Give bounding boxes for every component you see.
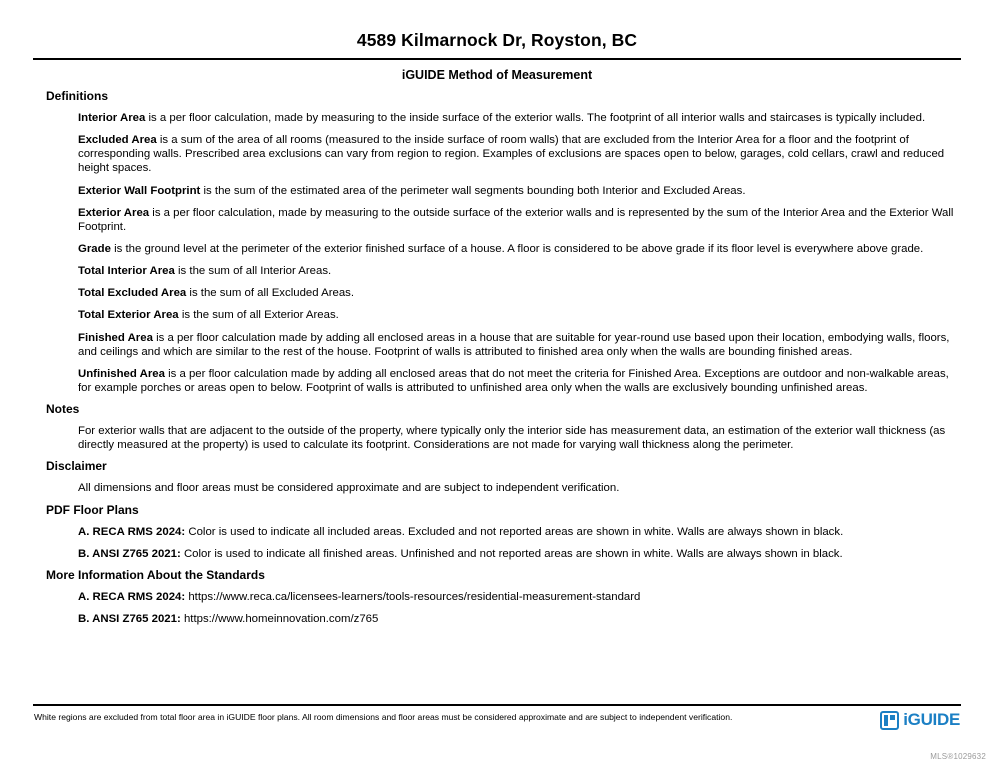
section-heading-notes: Notes (46, 402, 80, 417)
standard-text: Color is used to indicate all finished areas. Unfinished and not reported areas are shown in white. Walls are always shown in black. (180, 547, 843, 560)
definition-term: Total Exterior Area (78, 309, 179, 322)
definition-term: Excluded Area (78, 134, 157, 147)
standard-link[interactable]: https://www.homeinnovation.com/z765 (180, 612, 379, 625)
page-title: 4589 Kilmarnock Dr, Royston, BC (356, 30, 638, 50)
definition-total-excluded-area (78, 286, 960, 300)
footer-divider (33, 704, 961, 706)
notes-text: For exterior walls that are adjacent to the outside of the property, where typically only the interior side has measurement data, an estimation of the exterior wall thickness (as directly measured at the property) is used to calculate its footprint. Considerations are not made for varying wall thickness along the perimeter. (78, 425, 946, 452)
definition-interior-area (78, 111, 960, 125)
page-footer (34, 708, 960, 748)
definition-total-interior-area (78, 264, 960, 278)
standard-label: A. RECA RMS 2024: (78, 590, 186, 603)
document-content (0, 89, 994, 626)
standard-label: B. ANSI Z765 2021: (78, 547, 181, 560)
definition-text: is a sum of the area of all rooms (measured to the inside surface of room walls) that are excluded from the Interior Area for a floor and the footprint of corresponding walls. Prescribed area exclusions can vary from region to region. Examples of exclusions are spaces open to below, garages, cold cellars, crawl and reduced height spaces. (78, 134, 945, 175)
iguide-logo (880, 710, 960, 730)
pdf-floor-plan-ansi (78, 547, 960, 561)
definition-text: is the sum of all Excluded Areas. (186, 287, 355, 300)
definition-text: is a per floor calculation made by adding all enclosed areas that do not meet the criteria for Finished Area. Exceptions are outdoor and non-walkable areas, for example porches or areas open to below. Footprint of walls is attributed to unfinished area only when the walls are exclusively bounding unfinished areas. (78, 367, 949, 394)
definition-term: Interior Area (78, 112, 146, 124)
definition-term: Grade (78, 242, 111, 255)
iguide-logo-text: iGUIDE (903, 710, 960, 729)
definition-exterior-wall-footprint (78, 184, 960, 198)
footer-disclaimer: White regions are excluded from total floor area in iGUIDE floor plans. All room dimensions and floor areas must be considered approximate and are subject to independent verification. (34, 712, 733, 722)
definition-text: is a per floor calculation, made by measuring to the inside surface of the exterior walls. The footprint of all interior walls and staircases is typically included. (145, 112, 926, 124)
page-subtitle: iGUIDE Method of Measurement (401, 68, 593, 82)
disclaimer-text: All dimensions and floor areas must be considered approximate and are subject to independent verification. (78, 482, 620, 495)
definition-total-exterior-area (78, 308, 960, 322)
standard-label: A. RECA RMS 2024: (78, 525, 186, 538)
section-heading-pdf-floor-plans: PDF Floor Plans (46, 502, 139, 517)
section-heading-definitions: Definitions (46, 89, 108, 103)
standard-text: Color is used to indicate all included areas. Excluded and not reported areas are shown in white. Walls are always shown in black. (185, 525, 844, 538)
definition-finished-area (78, 331, 960, 359)
definition-text: is the ground level at the perimeter of the exterior finished surface of a house. A floor is considered to be above grade if its floor level is everywhere above grade. (110, 242, 924, 255)
definition-term: Total Excluded Area (78, 287, 187, 300)
section-heading-more-information: More Information About the Standards (46, 567, 265, 582)
standard-link[interactable]: https://www.reca.ca/licensees-learners/tools-resources/residential-measurement-standard (185, 590, 641, 603)
title-divider (33, 58, 961, 60)
definition-term: Exterior Wall Footprint (78, 184, 201, 197)
definition-text: is a per floor calculation, made by measuring to the outside surface of the exterior walls and is represented by the sum of the Interior Area and the Exterior Wall Footprint. (78, 206, 954, 233)
definition-term: Total Interior Area (78, 265, 175, 278)
definition-excluded-area (78, 133, 960, 175)
iguide-mark-icon (880, 711, 899, 730)
definition-text: is the sum of the estimated area of the perimeter wall segments bounding both Interior and Excluded Areas. (200, 184, 746, 197)
definition-term: Exterior Area (78, 206, 150, 219)
pdf-floor-plan-reca (78, 525, 960, 539)
definition-text: is the sum of all Exterior Areas. (178, 309, 339, 322)
definition-text: is a per floor calculation made by adding all enclosed areas in a house that are suitable for year-round use based upon their location, embodying walls, floors, and ceilings and which are similar to the rest of the house. Footprint of walls is attributed to finished area only when the walls are bounding finished areas. (78, 331, 950, 358)
definition-text: is the sum of all Interior Areas. (174, 265, 332, 278)
definition-term: Finished Area (78, 331, 153, 344)
definition-grade (78, 242, 960, 256)
definition-unfinished-area (78, 367, 960, 395)
standard-label: B. ANSI Z765 2021: (78, 612, 181, 625)
definition-term: Unfinished Area (78, 367, 165, 380)
section-heading-disclaimer: Disclaimer (46, 459, 107, 474)
mls-watermark: MLS®1029632 (930, 752, 986, 761)
definition-exterior-area (78, 206, 960, 234)
more-info-ansi (78, 612, 960, 626)
more-info-reca (78, 590, 960, 604)
